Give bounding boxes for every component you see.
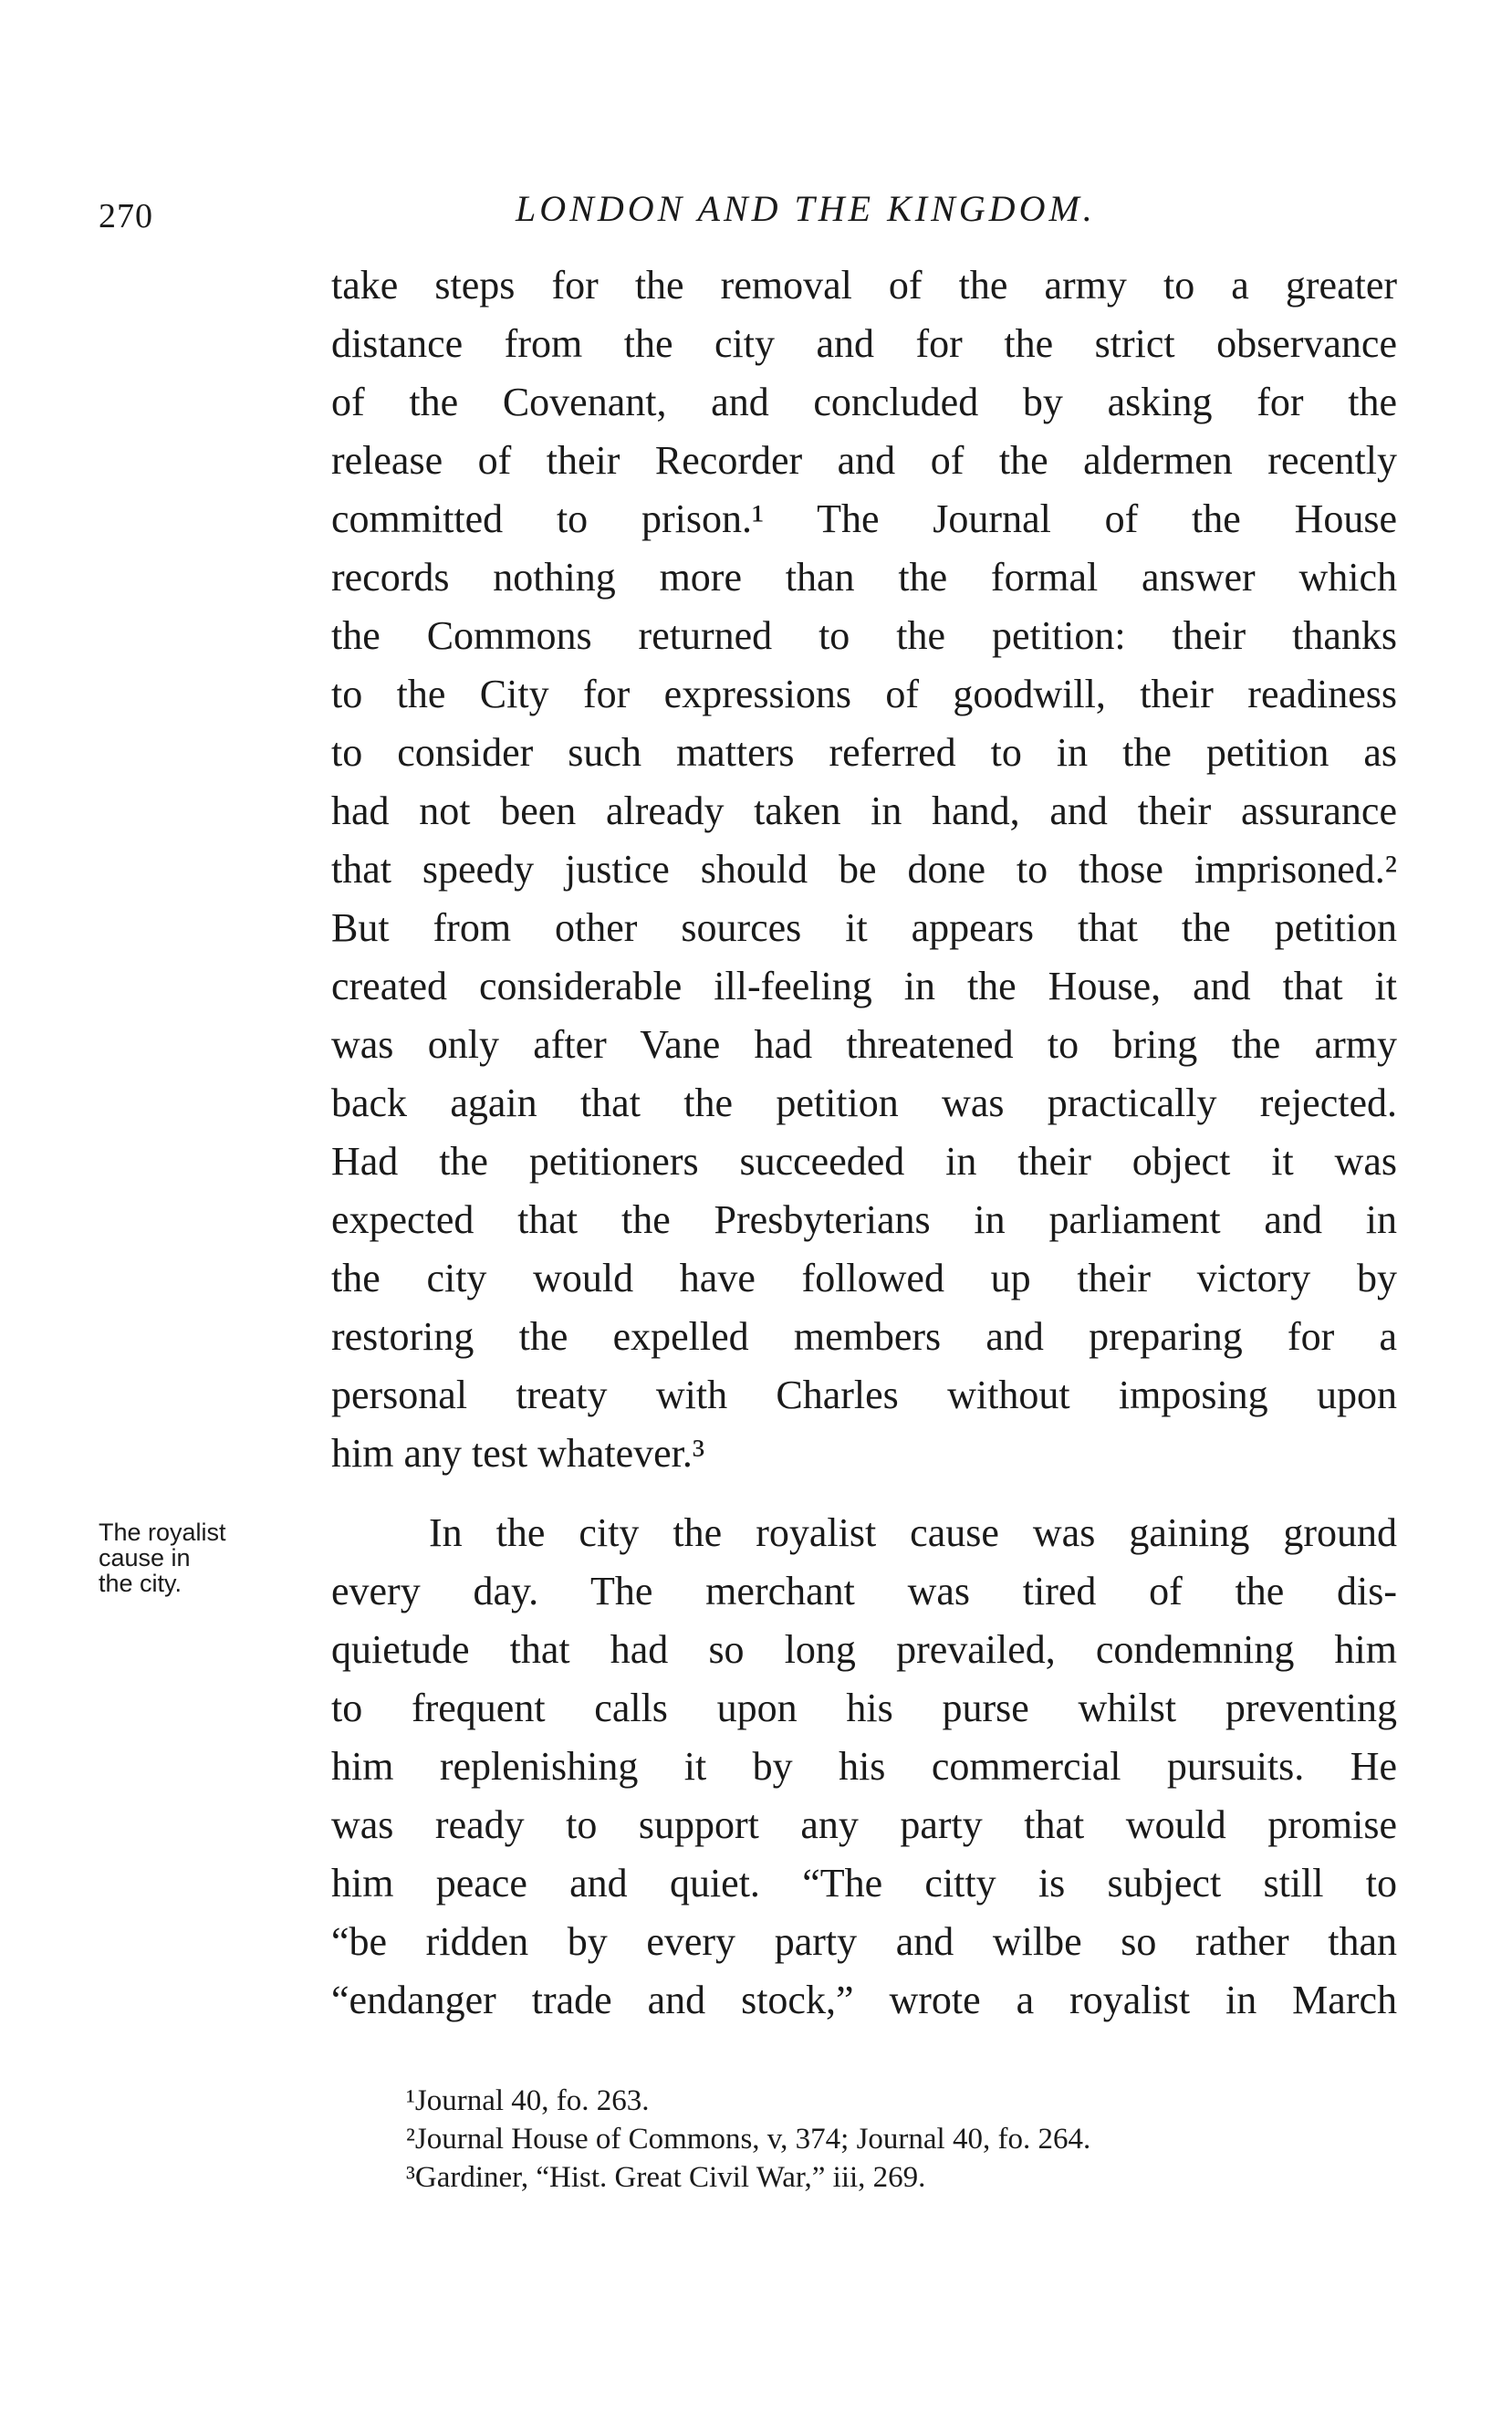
body-text-line: take steps for the removal of the army to a greater — [331, 263, 1397, 308]
body-text-line: back again that the petition was practically rejected. — [331, 1081, 1397, 1125]
body-text-line: him replenishing it by his commercial pursuits. He — [331, 1744, 1397, 1789]
body-text-line: him peace and quiet. “The citty is subject still to — [331, 1861, 1397, 1906]
body-text-line: had not been already taken in hand, and their assurance — [331, 788, 1397, 833]
body-text-line: him any test whatever.³ — [331, 1431, 705, 1476]
body-text-line: restoring the expelled members and preparing for a — [331, 1314, 1397, 1359]
page-number: 270 — [99, 197, 153, 235]
footnote: ²Journal House of Commons, v, 374; Journal 40, fo. 264. — [406, 2123, 1091, 2156]
body-text-line: personal treaty with Charles without imposing upon — [331, 1373, 1397, 1417]
body-text-line: committed to prison.¹ The Journal of the House — [331, 496, 1397, 541]
footnote: ³Gardiner, “Hist. Great Civil War,” iii, 269. — [406, 2161, 926, 2194]
body-text-line: created considerable ill-feeling in the House, and that it — [331, 964, 1397, 1008]
margin-note-line: The royalist — [99, 1519, 226, 1546]
body-text-line: records nothing more than the formal answer which — [331, 555, 1397, 600]
footnote: ¹Journal 40, fo. 263. — [406, 2084, 650, 2117]
body-text-line: “endanger trade and stock,” wrote a royalist in March — [331, 1978, 1397, 2022]
body-text-line: that speedy justice should be done to those imprisoned.² — [331, 847, 1397, 892]
body-text-line: But from other sources it appears that the petition — [331, 905, 1397, 950]
body-text-line: was only after Vane had threatened to bring the army — [331, 1022, 1397, 1067]
body-text-line: quietude that had so long prevailed, condemning him — [331, 1627, 1397, 1672]
body-text-line: the city would have followed up their victory by — [331, 1256, 1397, 1300]
running-head: LONDON AND THE KINGDOM. — [516, 188, 1096, 229]
body-text-line: expected that the Presbyterians in parliament and in — [331, 1197, 1397, 1242]
body-text-line: “be ridden by every party and wilbe so rather than — [331, 1919, 1397, 1964]
body-text-line: Had the petitioners succeeded in their object it was — [331, 1139, 1397, 1184]
body-text-line: every day. The merchant was tired of the dis- — [331, 1569, 1397, 1613]
body-text-line: to the City for expressions of goodwill, their readiness — [331, 672, 1397, 716]
body-text-line: of the Covenant, and concluded by asking for the — [331, 380, 1397, 424]
margin-note-line: cause in — [99, 1544, 191, 1571]
body-text-line: release of their Recorder and of the aldermen recently — [331, 438, 1397, 483]
margin-note-line: the city. — [99, 1570, 182, 1597]
body-text-line: distance from the city and for the strict observance — [331, 321, 1397, 366]
body-text-line: to consider such matters referred to in the petition as — [331, 730, 1397, 775]
body-text-line: to frequent calls upon his purse whilst preventing — [331, 1686, 1397, 1730]
body-text-line: was ready to support any party that would promise — [331, 1802, 1397, 1847]
margin-note — [99, 1519, 308, 1596]
body-text-line: In the city the royalist cause was gaining ground — [429, 1510, 1397, 1555]
body-text-line: the Commons returned to the petition: their thanks — [331, 613, 1397, 658]
